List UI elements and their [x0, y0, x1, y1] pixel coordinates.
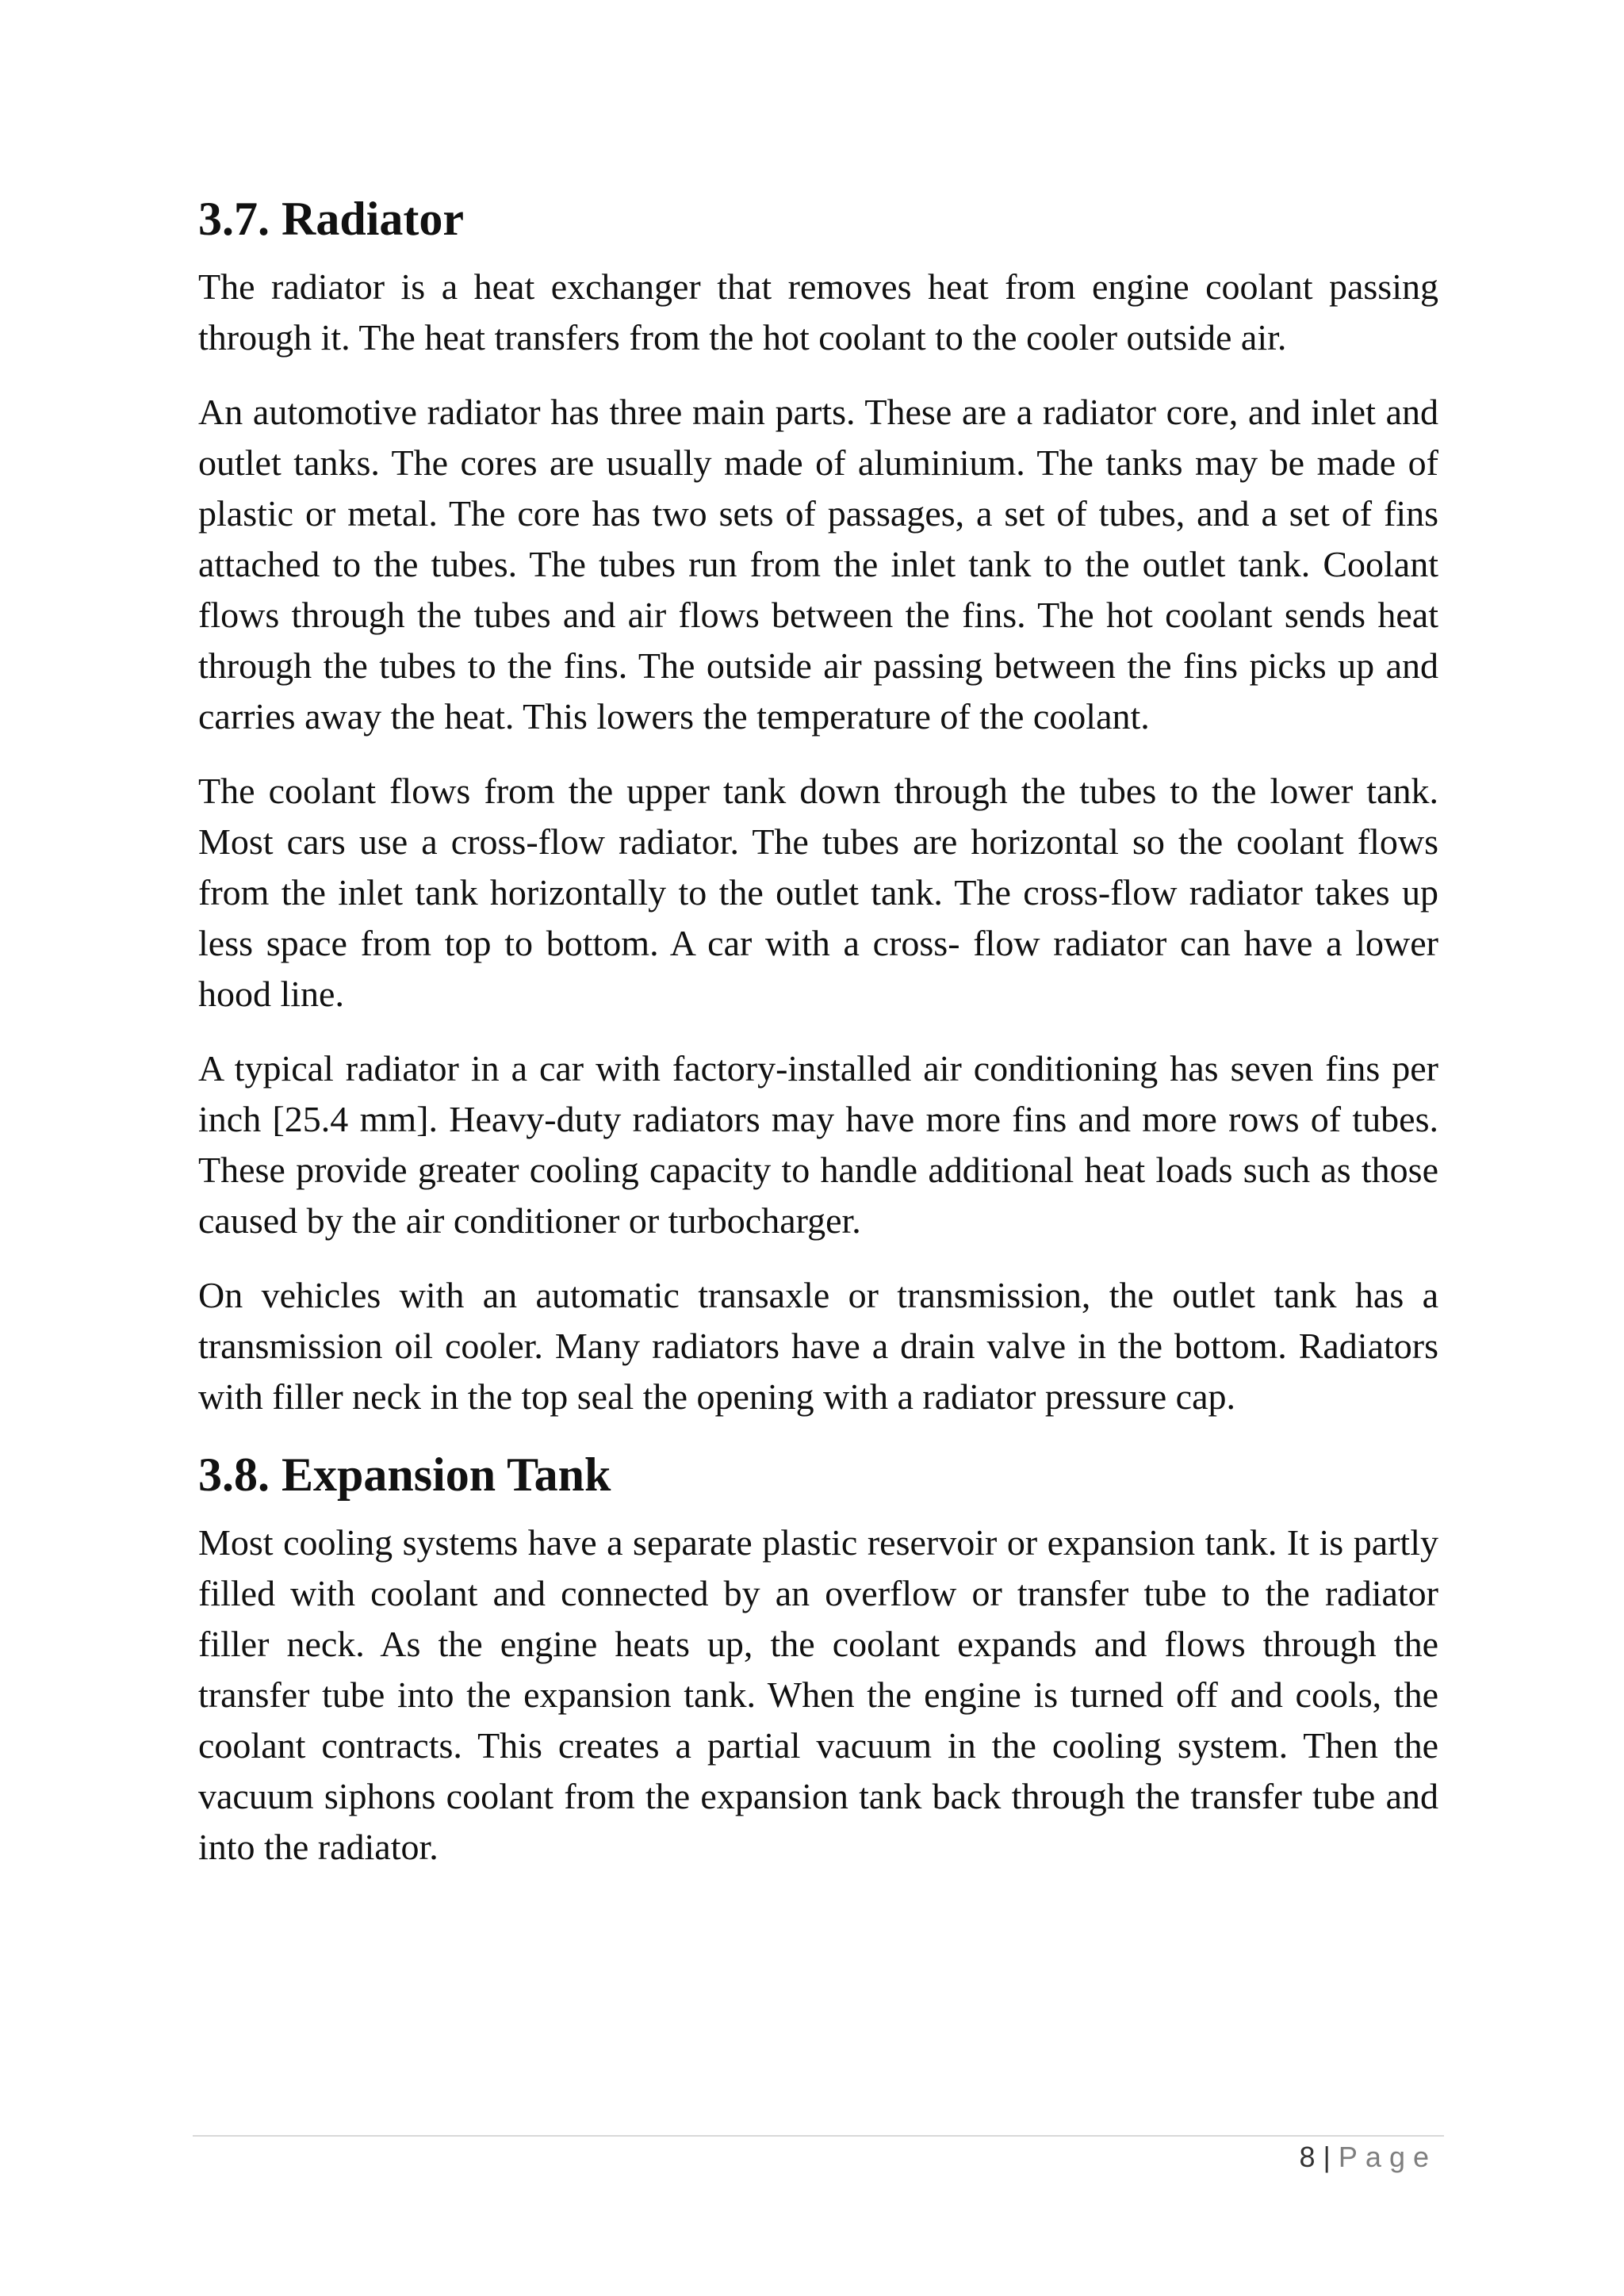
paragraph: An automotive radiator has three main parts. These are a radiator core, and inlet and outlet tanks. The cores are usually made of aluminium. The tanks may be made of plastic or metal. The core has two sets of passages, a set of tubes, and a set of fins attached to the tubes. The tubes run from the inlet tank to the outlet tank. Coolant flows through the tubes and air flows between the fins. The hot coolant sends heat through the tubes to the fins. The outside air passing between the fins picks up and carries away the heat. This lowers the temperature of the coolant. [198, 392, 1438, 737]
page-number: 8 [1299, 2141, 1316, 2173]
paragraph: Most cooling systems have a separate plastic reservoir or expansion tank. It is partly filled with coolant and connected by an overflow or transfer tube to the radiator filler neck. As the engine heats up, the coolant expands and flows through the transfer tube into the expansion tank. When the engine is turned off and cools, the coolant contracts. This creates a partial vacuum in the cooling system. Then the vacuum siphons coolant from the expansion tank back through the transfer tube and into the radiator. [198, 1522, 1438, 1867]
paragraph: The radiator is a heat exchanger that removes heat from engine coolant passing through it. The heat transfers from the hot coolant to the cooler outside air. [198, 266, 1438, 358]
section-radiator [198, 190, 1438, 1422]
page-footer [1300, 2141, 1438, 2174]
section-heading-expansion-tank: 3.8. Expansion Tank [198, 1448, 611, 1501]
footer-divider [193, 2135, 1444, 2137]
paragraph: On vehicles with an automatic transaxle or transmission, the outlet tank has a transmission oil cooler. Many radiators have a drain valve in the bottom. Radiators with filler neck in the top seal the opening with a radiator pressure cap. [198, 1275, 1438, 1417]
section-expansion-tank [198, 1446, 1438, 1873]
paragraph: The coolant flows from the upper tank down through the tubes to the lower tank. Most cars use a cross-flow radiator. The tubes are horizontal so the coolant flows from the inlet tank horizontally to the outlet tank. The cross-flow radiator takes up less space from top to bottom. A car with a cross- flow radiator can have a lower hood line. [198, 771, 1438, 1014]
page-label: Page [1338, 2141, 1437, 2173]
page-content [198, 190, 1438, 1896]
section-heading-radiator: 3.7. Radiator [198, 193, 464, 245]
paragraph: A typical radiator in a car with factory-installed air conditioning has seven fins per inch [25.4 mm]. Heavy-duty radiators may have more fins and more rows of tubes. These provide greater cooling capacity to handle additional heat loads such as those caused by the air conditioner or turbocharger. [198, 1048, 1438, 1241]
page-separator: | [1323, 2141, 1331, 2173]
